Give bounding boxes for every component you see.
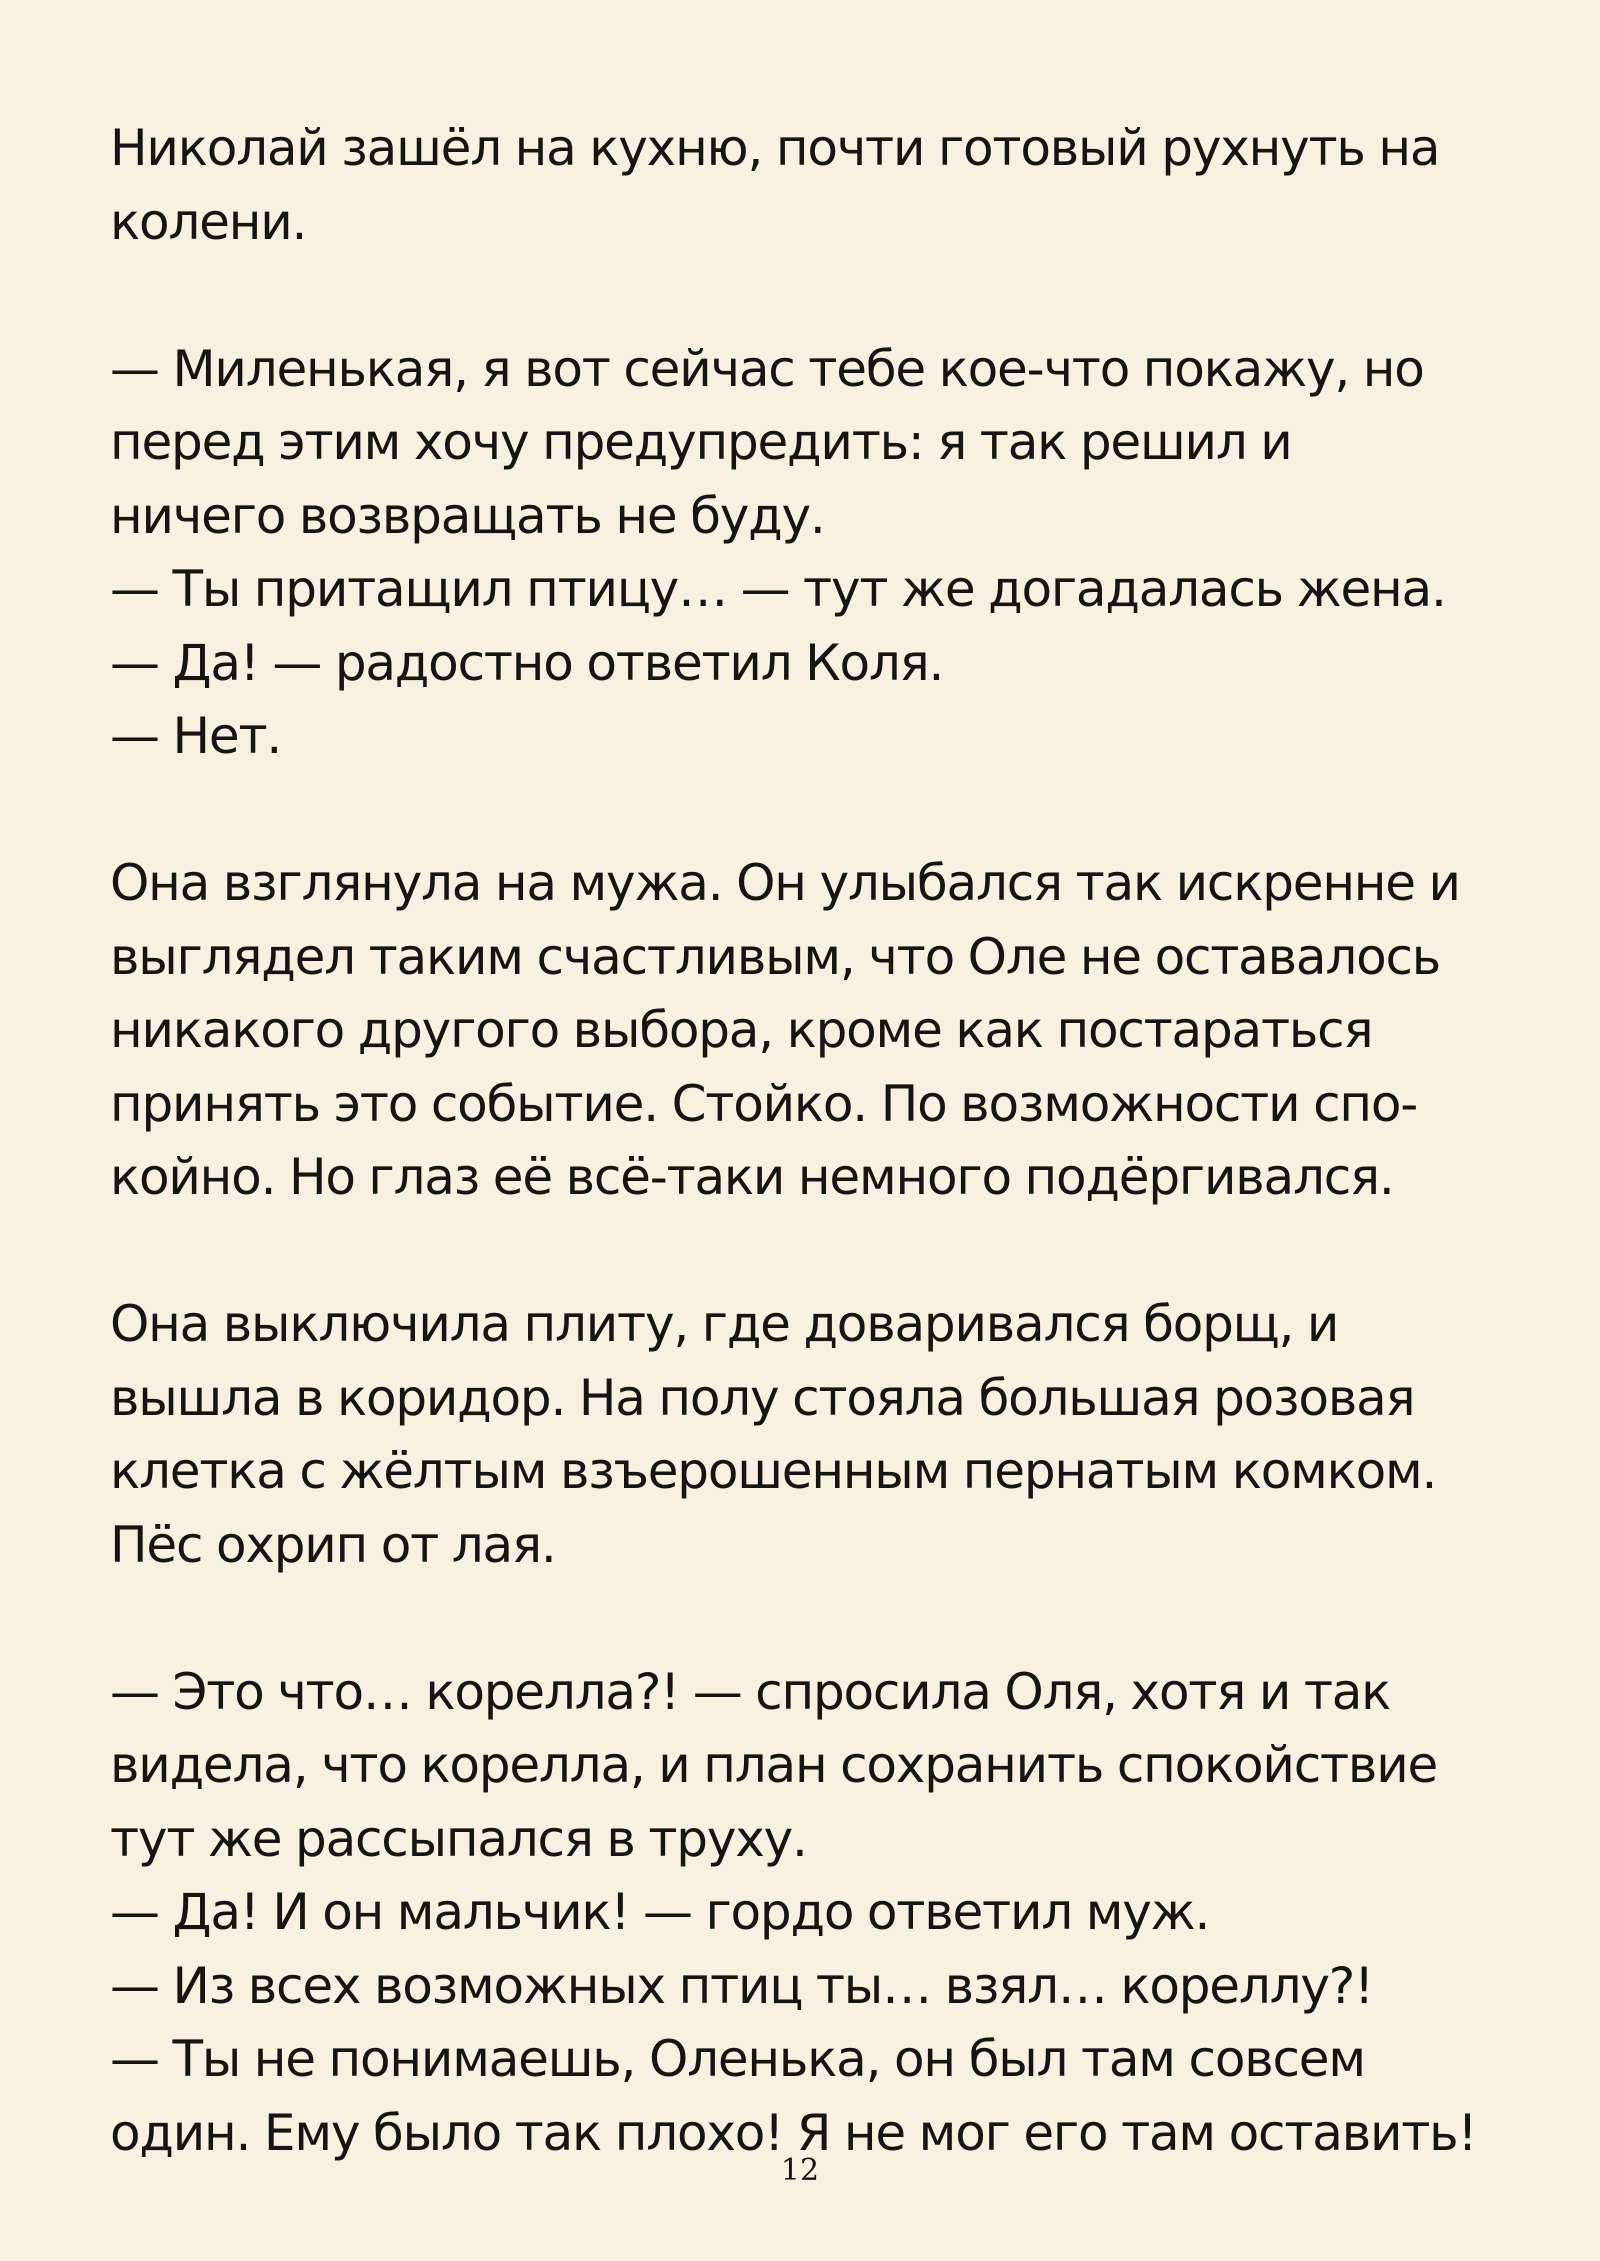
text-line: Она выключила плиту, где доваривался борщ, и (110, 1295, 1339, 1353)
paragraph-gap (110, 259, 1510, 333)
text-line: Николай зашёл на кухню, почти готовый рухнуть на (110, 119, 1440, 177)
text-line: — Миленькая, я вот сейчас тебе кое-что покажу, но (110, 339, 1424, 398)
paragraph (110, 333, 1510, 774)
text-line: никакого другого выбора, кроме как постараться (110, 1001, 1373, 1059)
page-number: 12 (780, 2153, 820, 2188)
page-text (110, 112, 1510, 2170)
text-line: — Ты не понимаешь, Оленька, он был там совсем (110, 2030, 1365, 2088)
text-line: клетка с жёлтым взъерошенным пернатым комком. (110, 1442, 1437, 1500)
text-line: Пёс охрип от лая. (110, 1515, 556, 1574)
text-line: выглядел таким счастливым, что Оле не оставалось (110, 927, 1441, 986)
text-line: вышла в коридор. На полу стояла большая розовая (110, 1368, 1415, 1427)
paragraph (110, 847, 1510, 1215)
text-line: один. Ему было так плохо! Я не мог его там оставить! (110, 2103, 1477, 2162)
text-line: видела, что корелла, и план сохранить спокойствие (110, 1736, 1438, 1794)
paragraph (110, 112, 1510, 259)
text-line: тут же рассыпался в труху. (110, 1809, 807, 1868)
text-line: — Ты притащил птицу… — тут же догадалась жена. (110, 560, 1446, 618)
text-line: Она взглянула на мужа. Он улыбался так искренне и (110, 854, 1460, 912)
text-line: — Да! И он мальчик! — гордо ответил муж. (110, 1883, 1210, 1941)
text-line: колени. (110, 192, 307, 251)
text-line: койно. Но глаз её всё-таки немного подёргивался. (110, 1148, 1394, 1206)
paragraph-gap (110, 1215, 1510, 1289)
paragraph-gap (110, 1582, 1510, 1656)
text-line: перед этим хочу предупредить: я так решил и (110, 413, 1292, 471)
text-line: ничего возвращать не буду. (110, 486, 825, 545)
paragraph-gap (110, 774, 1510, 848)
paragraph (110, 1656, 1510, 2171)
text-line: — Нет. (110, 707, 282, 765)
text-line: — Это что… корелла?! — спросила Оля, хотя и так (110, 1662, 1391, 1721)
text-line: — Да! — радостно ответил Коля. (110, 633, 944, 692)
paragraph (110, 1288, 1510, 1582)
text-line: — Из всех возможных птиц ты… взял… кореллу?! (110, 1956, 1373, 2015)
text-line: принять это событие. Стойко. По возможности спо- (110, 1074, 1418, 1133)
